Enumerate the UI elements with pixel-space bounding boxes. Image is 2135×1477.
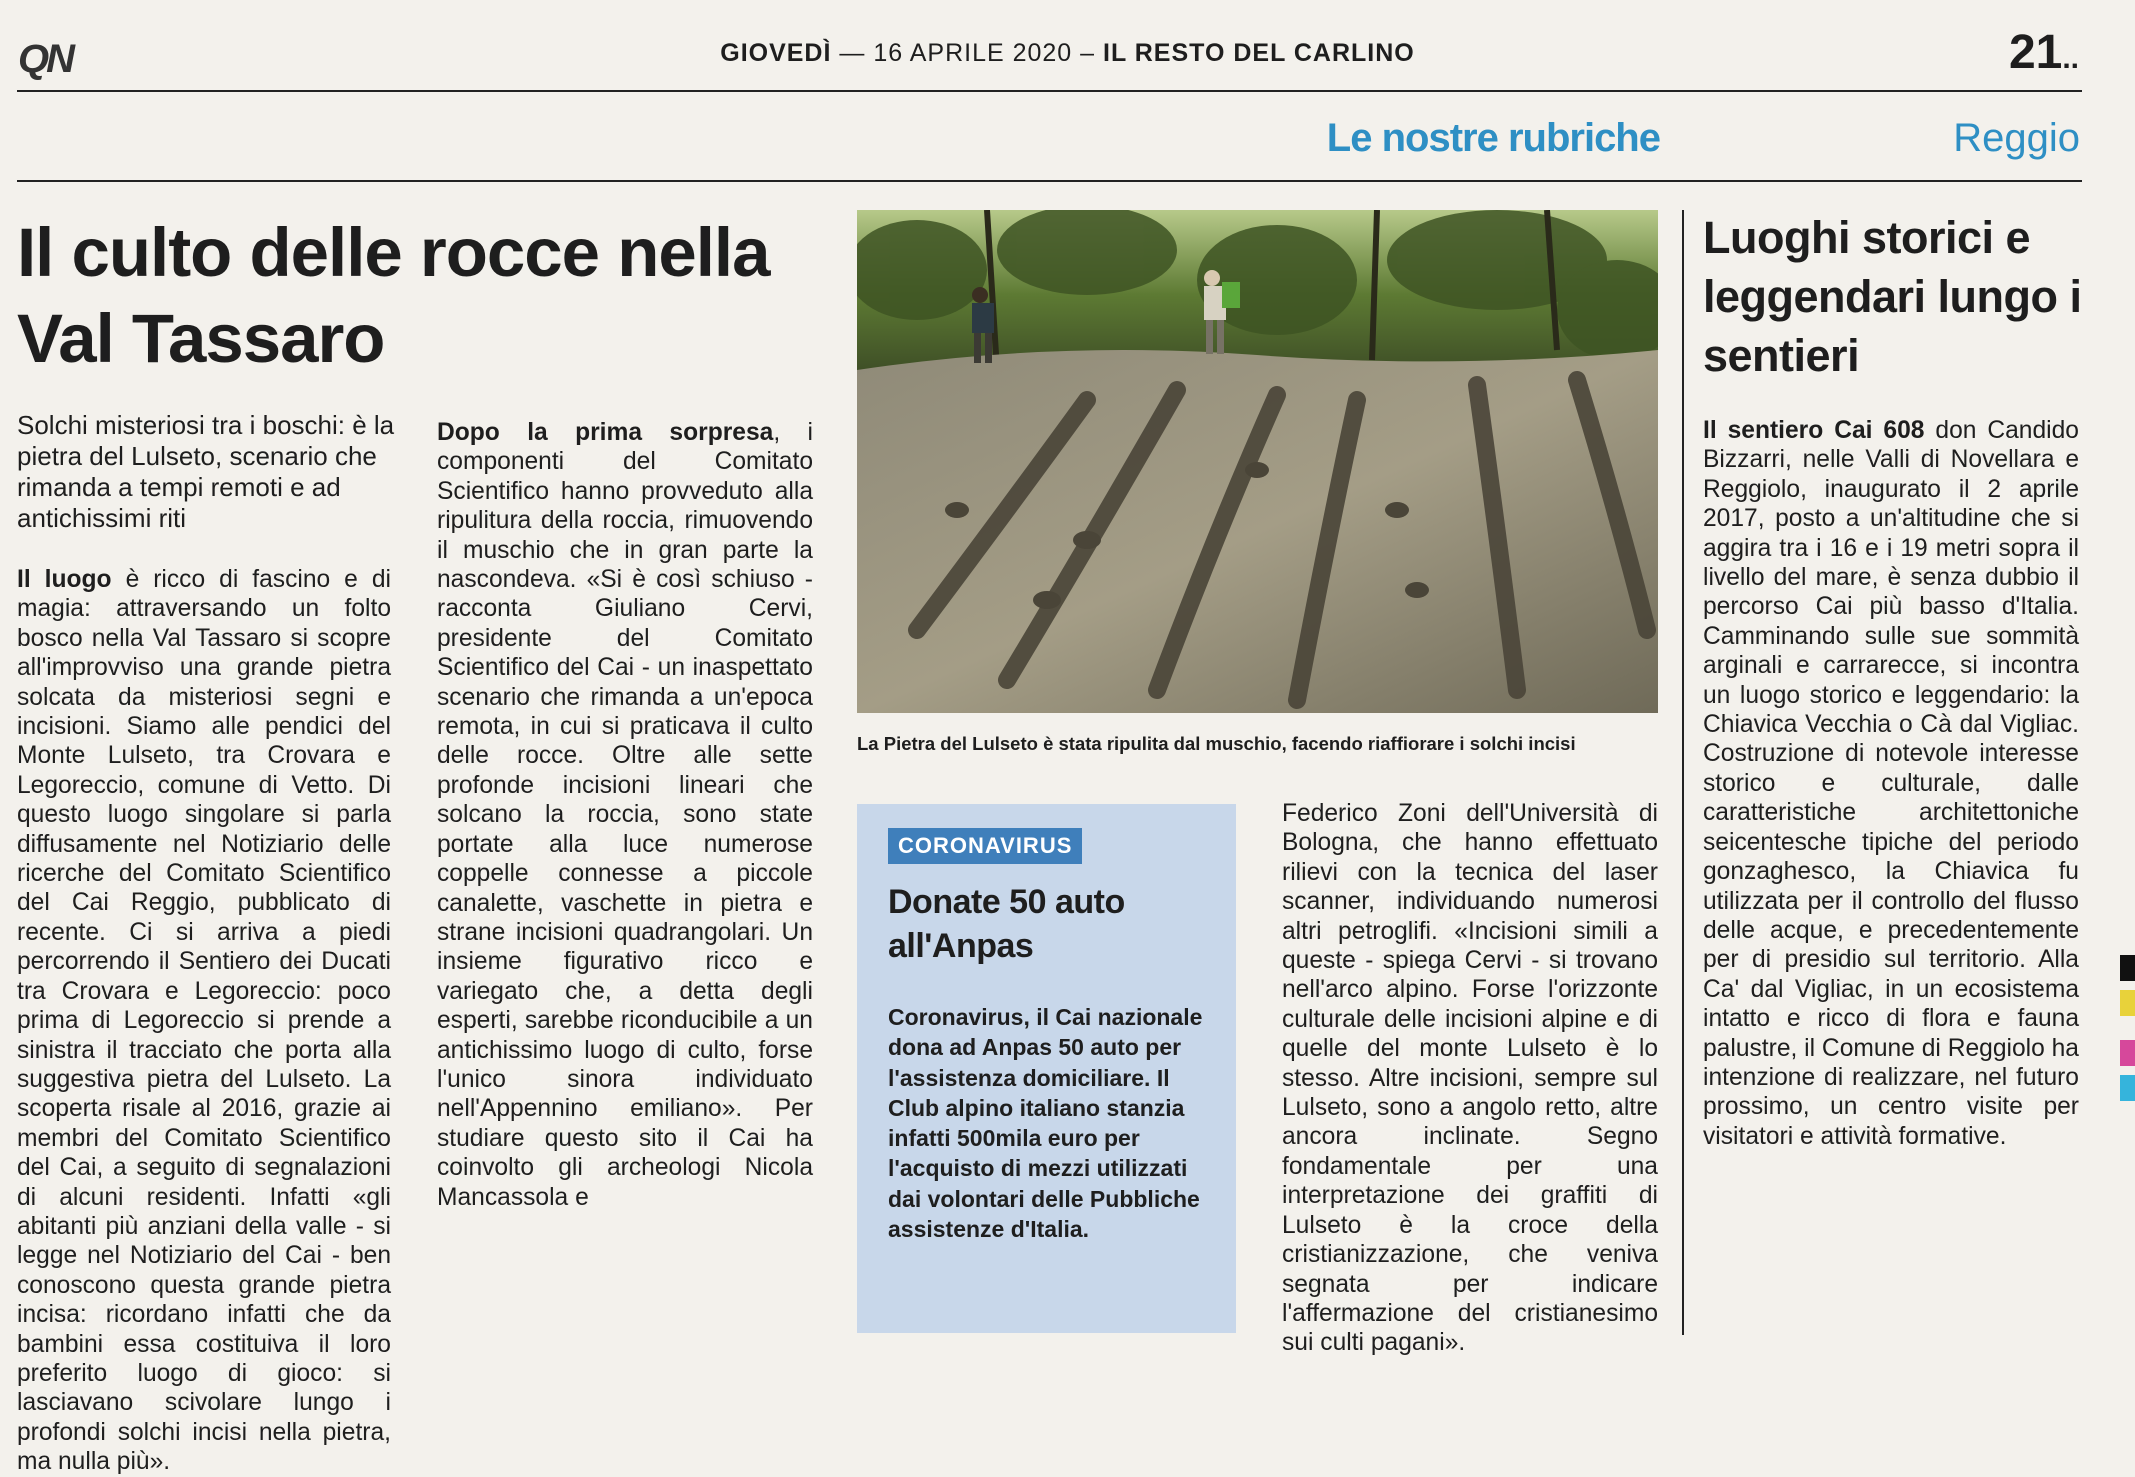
dateline-paper: IL RESTO DEL CARLINO [1103,39,1415,67]
section-name: Reggio [1953,116,2080,160]
photo-caption: La Pietra del Lulseto è stata ripulita dal muschio, facendo riaffiorare i solchi incisi [857,733,1576,754]
column-divider [1682,210,1684,1335]
sidebar-lead: Il sentiero Cai 608 [1703,417,1925,444]
coronavirus-tag: CORONAVIRUS [888,828,1082,864]
page-number-value: 21 [2008,26,2063,79]
paragraph-text: , i componenti del Comitato Scientifico hanno provveduto alla ripulitura della roccia, rimuovendo il muschio che in gran parte la nascondeva. «Si è così schiuso - racconta Giuliano Cervi, presidente del Comitato Scientifico del Cai - un inaspettato scenario che rimanda a un'epoca remota, in cui si praticava il culto delle rocce. Oltre alle sette profonde incisioni lineari che solcano la roccia, sono state portate alla luce numerose coppelle connesse a piccole canalette, vaschette in pietra e strane incisioni quadrangolari. Un insieme figurativo ricco e variegato che, a detta degli esperti, sarebbe riconducibile a un antichissimo luogo di culto, forse l'unico sinora individuato nell'Appennino emiliano». Per studiare questo sito il Cai ha coinvolto gli archeologi Nicola Mancassola e [437,419,813,1211]
page-dots: .. [2062,42,2079,75]
article-column-1 [17,565,391,1477]
paragraph-lead: Il luogo [17,566,112,593]
rock-photo-image [857,210,1658,713]
article-standfirst: Solchi misteriosi tra i boschi: è la pietra del Lulseto, scenario che rimanda a tempi remoti e ad antichissimi riti [17,410,395,533]
sidebar-body [1703,416,2079,1151]
rubric-title: Le nostre rubriche [1326,116,1660,160]
registration-mark [2120,1075,2135,1101]
dateline-day: GIOVEDÌ [720,39,832,67]
qn-logo: QN [18,37,72,81]
page-number [2009,26,2079,86]
registration-mark [2120,955,2135,981]
dateline-sep: – [1080,39,1104,67]
dateline [0,38,2135,68]
box-body: Coronavirus, il Cai nazionale dona ad Anpas 50 auto per l'assistenza domiciliare. Il Club alpino italiano stanzia infatti 500mila euro per l'acquisto di mezzi utilizzati dai volontari delle Pubbliche assistenze d'Italia. [888,1004,1203,1243]
article-headline: Il culto delle rocce nella Val Tassaro [17,214,770,377]
article-column-2 [437,418,813,1212]
registration-mark [2120,1040,2135,1066]
sidebar-text: don Candido Bizzarri, nelle Valli di Novellara e Reggiolo, inaugurato il 2 aprile 2017, posto a un'altitudine che si aggira tra i 16 e i 19 metri sopra il livello del mare, è senza dubbio il percorso Cai più basso d'Italia. Camminando sulle sue sommità arginali e carrarecce, si incontra un luogo storico e leggendario: la Chiavica Vecchia o Cà dal Vigliac. Costruzione di notevole interesse storico e culturale, dalle caratteristiche architettoniche seicentesche tipiche del periodo gonzaghesco, la Chiavica fu utilizzata per il controllo del flusso delle acque, e precedentemente per di presidio sul territorio. Alla Ca' dal Vigliac, in un ecosistema intatto e ricco di flora e fauna palustre, il Comune di Reggiolo ha intenzione di realizzare, nel futuro prossimo, un centro visite per visitatori e attività formative. [1703,417,2079,1150]
registration-mark [2120,990,2135,1016]
paragraph-text: è ricco di fascino e di magia: attraversando un folto bosco nella Val Tassaro si scopre all'improvviso una grande pietra solcata da misteriosi segni e incisioni. Siamo alle pendici del Monte Lulseto, tra Crovara e Legoreccio, comune di Vetto. Di questo luogo singolare si parla diffusamente nel Notiziario delle ricerche del Comitato Scientifico del Cai Reggio, pubblicato di recente. Ci si arriva a piedi percorrendo il Sentiero dei Ducati tra Crovara e Legoreccio: poco prima di Legoreccio si prende a sinistra il tracciato che porta alla suggestiva pietra del Lulseto. La scoperta risale al 2016, grazie ai membri del Comitato Scientifico del Cai, a seguito di segnalazioni di alcuni residenti. Infatti «gli abitanti più anziani della valle - si legge nel Notiziario del Cai - ben conoscono questa grande pietra incisa: ricordano infatti che da bambini essa costituiva il loro preferito luogo di gioco: si lasciavano scivolare lungo i profondi solchi incisi nella pietra, ma nulla più». [17,566,391,1476]
section-rule [17,180,2082,182]
article-column-3: Federico Zoni dell'Università di Bologna, che hanno effettuato rilievi con la tecnica del laser scanner, individuando numerosi altri petroglifi. «Incisioni simili a queste - spiega Cervi - si trovano nell'arco alpino. Forse l'orizzonte culturale delle incisioni alpine e di quelle del monte Lulseto è lo stesso. Altre incisioni, sempre sul Lulseto, sono a angolo retto, altre ancora inclinate. Segno fondamentale per una interpretazione dei graffiti di Lulseto è la croce della cristianizzazione, che veniva segnata per indicare l'affermazione del cristianesimo sui culti pagani». [1282,800,1658,1357]
rock-photo [857,210,1658,713]
sidebar-headline: Luoghi storici e leggendari lungo i sentieri [1703,212,2082,381]
top-rule [17,90,2082,92]
paragraph-lead: Dopo la prima sorpresa [437,419,774,446]
dateline-sep: — [839,39,874,67]
dateline-date: 16 APRILE 2020 [873,39,1073,67]
box-headline: Donate 50 auto all'Anpas [888,883,1125,965]
